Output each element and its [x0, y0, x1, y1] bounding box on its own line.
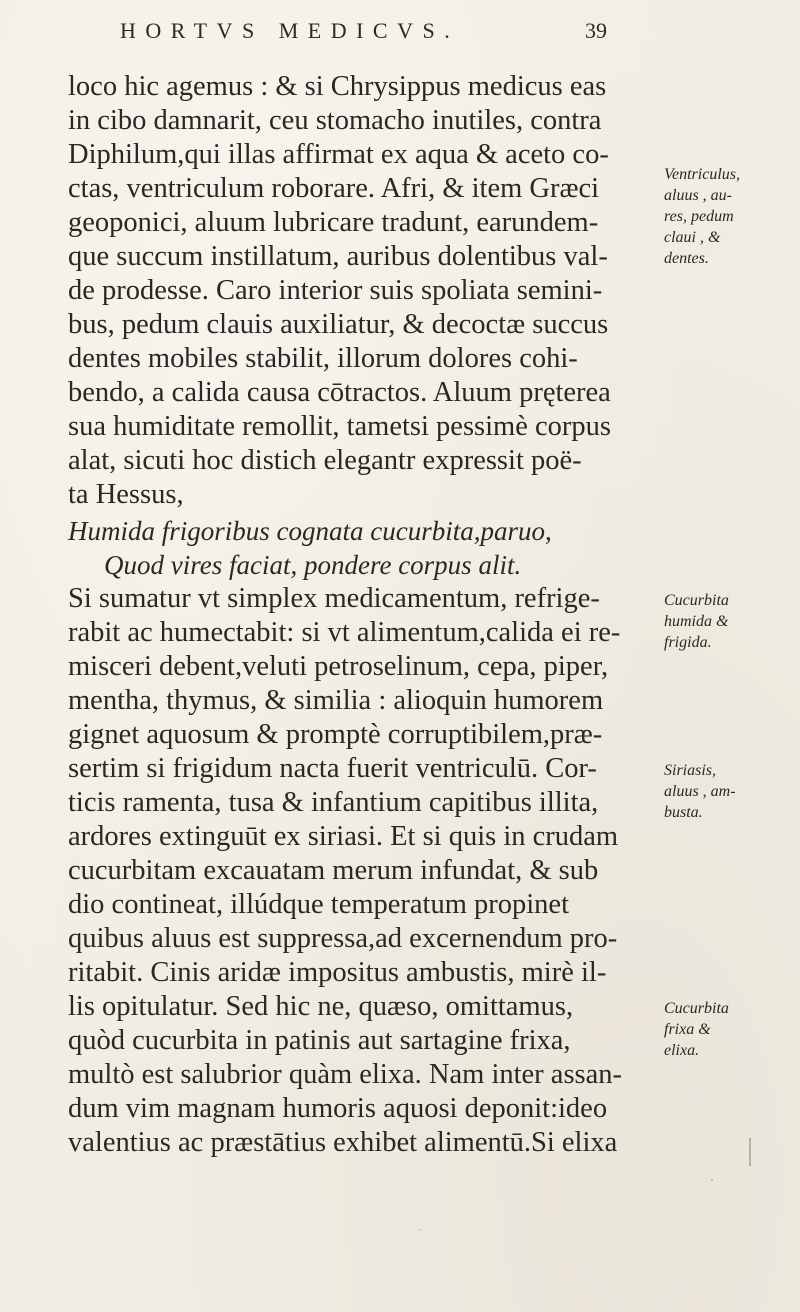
margin-note-line: res, pedum — [664, 208, 734, 225]
margin-note-line: humida & — [664, 613, 729, 630]
margin-note-cucurbita-frixa — [664, 998, 729, 1061]
text-line: ritabit. Cinis aridæ impositus ambustis, mirè il- — [68, 957, 607, 988]
text-line: ardores extinguūt ex siriasi. Et si quis in crudam — [68, 821, 619, 852]
text-line: ta Hessus, — [68, 479, 184, 510]
margin-note-line: elixa. — [664, 1042, 700, 1059]
text-line: alat, sicuti hoc distich elegantr expressit poë- — [68, 445, 582, 476]
verse-line: Quod vires faciat, pondere corpus alit. — [104, 550, 522, 580]
margin-note-line: dentes. — [664, 250, 709, 267]
text-line: multò est salubrior quàm elixa. Nam inter assan- — [68, 1059, 623, 1090]
running-head — [120, 18, 640, 48]
margin-note-siriasis — [664, 760, 736, 823]
margin-note-line: aluus , am- — [664, 783, 736, 800]
text-line: de prodesse. Caro interior suis spoliata semini- — [68, 275, 603, 306]
margin-note-line: frigida. — [664, 634, 712, 651]
text-line: mentha, thymus, & similia : alioquin humorem — [68, 685, 604, 716]
text-line: bus, pedum clauis auxiliatur, & decoctæ succus — [68, 309, 609, 340]
margin-note-cucurbita-humida — [664, 590, 729, 653]
text-line: rabit ac humectabit: si vt alimentum,calida ei re- — [68, 617, 621, 648]
text-line: in cibo damnarit, ceu stomacho inutiles, contra — [68, 105, 602, 136]
text-line: sua humiditate remollit, tametsi pessimè corpus — [68, 411, 611, 442]
margin-note-line: aluus , au- — [664, 187, 732, 204]
margin-note-line: Cucurbita — [664, 592, 729, 609]
text-line: valentius ac præstātius exhibet alimentū.Si elixa — [68, 1127, 618, 1158]
text-line: cucurbitam excauatam merum infundat, & sub — [68, 855, 599, 886]
text-line: ticis ramenta, tusa & infantium capitibus illita, — [68, 787, 599, 818]
margin-note-line: Siriasis, — [664, 762, 717, 779]
text-line: quòd cucurbita in patinis aut sartagine frixa, — [68, 1025, 571, 1056]
text-line: dum vim magnam humoris aquosi deponit:ideo — [68, 1093, 608, 1124]
text-line: quibus aluus est suppressa,ad excernendum pro- — [68, 923, 618, 954]
margin-note-line: Cucurbita — [664, 1000, 729, 1017]
text-line: que succum instillatum, auribus dolentibus val- — [68, 241, 608, 272]
text-line: gignet aquosum & promptè corruptibilem,præ- — [68, 719, 603, 750]
paper-speck — [419, 1229, 421, 1231]
text-line: dio contineat, illúdque temperatum propinet — [68, 889, 569, 920]
paper-mark — [749, 1138, 751, 1166]
margin-note-line: busta. — [664, 804, 703, 821]
paper-speck — [711, 1179, 713, 1181]
page-number: 39 — [585, 18, 607, 43]
margin-note-line: frixa & — [664, 1021, 711, 1038]
text-line: misceri debent,veluti petroselinum, cepa, piper, — [68, 651, 609, 682]
text-line: lis opitulatur. Sed hic ne, quæso, omittamus, — [68, 991, 574, 1022]
margin-note-line: Ventriculus, — [664, 166, 740, 183]
text-line: dentes mobiles stabilit, illorum dolores cohi- — [68, 343, 578, 374]
text-line: Si sumatur vt simplex medicamentum, refrige- — [68, 583, 600, 614]
margin-note-ventriculus — [664, 164, 740, 269]
text-line: ctas, ventriculum roborare. Afri, & item Græci — [68, 173, 600, 204]
running-title: HORTVS MEDICVS. — [120, 18, 460, 43]
text-line: sertim si frigidum nacta fuerit ventriculū. Cor- — [68, 753, 597, 784]
verse-line: Humida frigoribus cognata cucurbita,paruo, — [68, 516, 552, 546]
text-line: bendo, a calida causa cōtractos. Aluum prętereа — [68, 377, 611, 408]
text-line: loco hic agemus : & si Chrysippus medicus eas — [68, 71, 607, 102]
text-line: geoponici, aluum lubricare tradunt, earundem- — [68, 207, 599, 238]
margin-note-line: claui , & — [664, 229, 721, 246]
text-line: Diphilum,qui illas affirmat ex aqua & aceto co- — [68, 139, 609, 170]
